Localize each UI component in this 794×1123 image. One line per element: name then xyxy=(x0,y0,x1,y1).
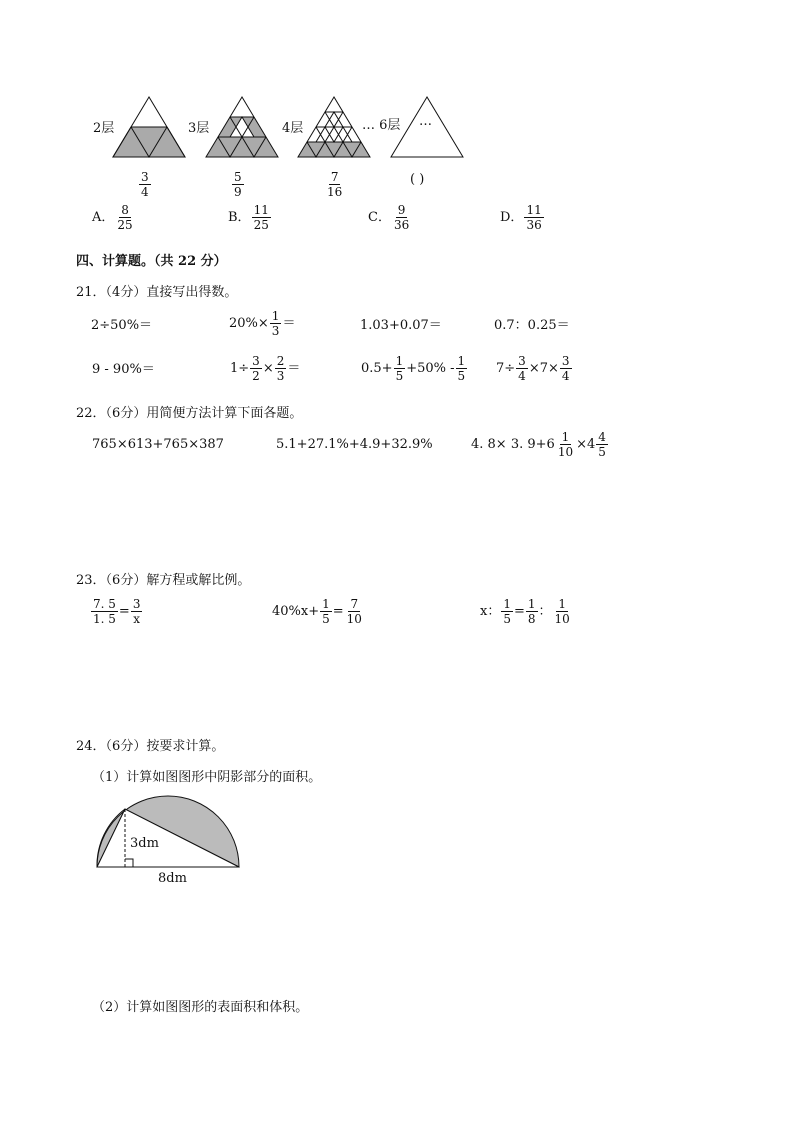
answer-blank: ( ) xyxy=(410,172,425,187)
label-2-layers: 2层 xyxy=(93,121,115,136)
q22-title: 22．（6分）用简便方法计算下面各题。 xyxy=(76,406,303,421)
q22-expr-3: 4. 8× 3. 9+6 $\frac{1}{10}$ ×4 $\frac{4}{5}$ xyxy=(471,430,606,459)
q23-expr-3: x： $\frac{1}{5}$ = $\frac{1}{8}$ ： $\frac{1}{10}$ xyxy=(480,597,570,626)
q21-expr-5: 9 - 90%＝ xyxy=(92,362,155,377)
option-b[interactable]: B． $\frac{11}{25}$ xyxy=(228,203,269,232)
q21-expr-3: 1.03+0.07＝ xyxy=(360,318,442,333)
label-4-layers: 4层 xyxy=(282,121,304,136)
label-3-layers: 3层 xyxy=(188,121,210,136)
base-label: 8dm xyxy=(158,871,187,886)
fraction-4-layers: $\frac{7}{16}$ xyxy=(327,170,343,199)
q21-title: 21．（4分）直接写出得数。 xyxy=(76,285,238,300)
q21-expr-1: 2÷50%＝ xyxy=(91,318,153,333)
q24-title: 24．（6分）按要求计算。 xyxy=(76,739,225,754)
height-label: 3dm xyxy=(130,836,159,851)
q21-expr-7: 0.5+ $\frac{1}{5}$ +50% - $\frac{1}{5}$ xyxy=(361,354,466,383)
q22-expr-1: 765×613+765×387 xyxy=(92,437,224,452)
option-a[interactable]: A． $\frac{8}{25}$ xyxy=(92,203,133,232)
q24-part-1: （1）计算如图图形中阴影部分的面积。 xyxy=(92,770,322,785)
fraction-3-layers: $\frac{5}{9}$ xyxy=(234,170,242,199)
fraction-2-layers: $\frac{3}{4}$ xyxy=(141,170,149,199)
q23-title: 23．（6分）解方程或解比例。 xyxy=(76,573,251,588)
section-4-title: 四、计算题。（共 22 分） xyxy=(76,254,227,269)
q24-part-2: （2）计算如图图形的表面积和体积。 xyxy=(92,1000,309,1015)
option-d[interactable]: D． $\frac{11}{36}$ xyxy=(500,203,542,232)
q21-expr-4: 0.7：0.25＝ xyxy=(494,318,570,333)
option-c[interactable]: C． $\frac{9}{36}$ xyxy=(368,203,410,232)
label-6-layers: … 6层 xyxy=(362,118,401,133)
q21-expr-8: 7÷ $\frac{3}{4}$ ×7× $\frac{3}{4}$ xyxy=(496,354,570,383)
q21-expr-6: 1÷ $\frac{3}{2}$ × $\frac{2}{3}$ ＝ xyxy=(230,354,301,383)
q21-expr-2: 20%× $\frac{1}{3}$ ＝ xyxy=(229,309,296,338)
q23-expr-1: $\frac{7. 5}{1. 5}$ = $\frac{3}{x}$ xyxy=(93,597,141,626)
q23-expr-2: 40%x+ $\frac{1}{5}$ = $\frac{7}{10}$ xyxy=(272,597,362,626)
q22-expr-2: 5.1+27.1%+4.9+32.9% xyxy=(276,437,433,452)
ellipsis-in-triangle: … xyxy=(419,114,432,129)
